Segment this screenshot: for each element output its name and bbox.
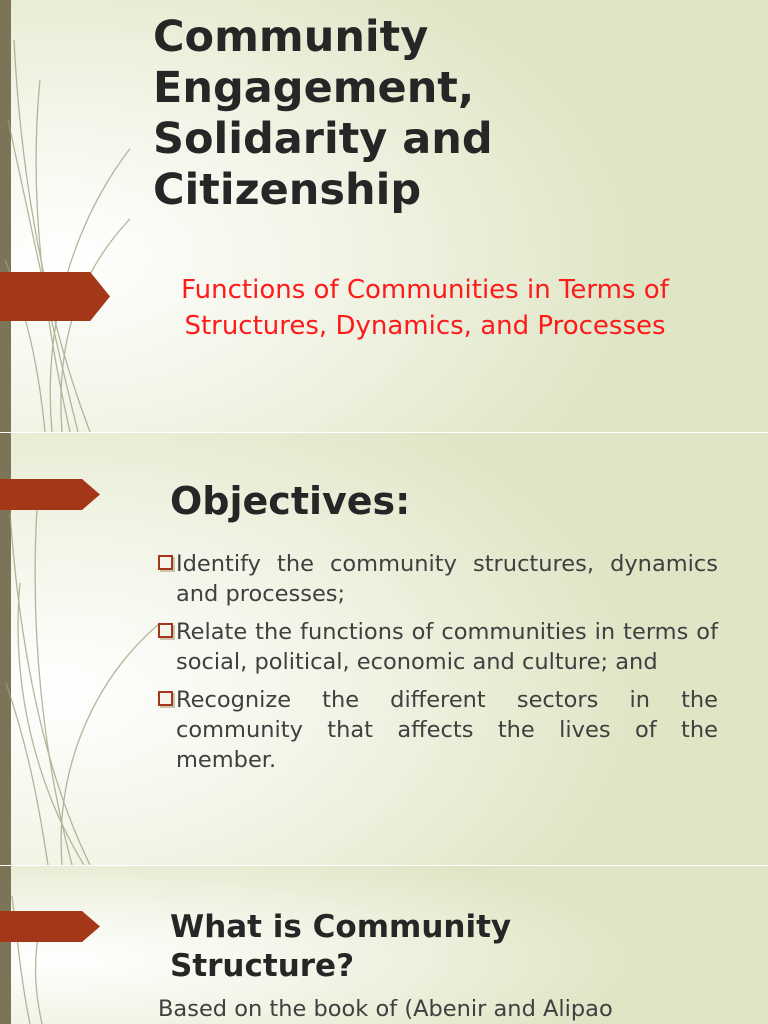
square-bullet-icon xyxy=(158,691,173,706)
square-bullet-icon xyxy=(158,623,173,638)
swirl-lines-decoration xyxy=(0,866,100,1024)
list-item xyxy=(157,549,718,609)
pennant-arrow-shape xyxy=(0,911,100,942)
title-line: Citizenship xyxy=(153,165,422,215)
square-bullet-icon xyxy=(158,555,173,570)
community-structure-slide xyxy=(0,866,768,1024)
list-item-text: Recognize the different sectors in the community that affects the lives of the member. xyxy=(176,687,718,773)
slide-title xyxy=(153,12,493,216)
community-structure-heading xyxy=(170,908,590,986)
objectives-list xyxy=(157,549,718,783)
title-line: Solidarity and xyxy=(153,114,493,164)
heading-line: Structure? xyxy=(170,948,355,984)
list-item-text: Identify the community structures, dynamics and processes; xyxy=(176,551,718,607)
list-item xyxy=(157,617,718,677)
subtitle-line: Functions of Communities in Terms of xyxy=(181,275,669,305)
pennant-arrow-shape xyxy=(0,272,110,321)
subtitle-line: Structures, Dynamics, and Processes xyxy=(184,311,666,341)
swirl-lines-decoration xyxy=(0,0,130,432)
list-item xyxy=(157,685,718,775)
heading-line: What is Community xyxy=(170,909,512,945)
slide-subtitle xyxy=(120,272,730,344)
pennant-arrow-shape xyxy=(0,479,100,510)
objectives-heading: Objectives: xyxy=(170,479,411,523)
title-line: Community xyxy=(153,12,429,62)
objectives-slide xyxy=(0,433,768,865)
list-item-text: Relate the functions of communities in terms of social, political, economic and culture; and xyxy=(176,619,718,675)
body-text: Based on the book of (Abenir and Alipao xyxy=(158,996,613,1022)
title-slide xyxy=(0,0,768,432)
title-line: Engagement, xyxy=(153,63,475,113)
